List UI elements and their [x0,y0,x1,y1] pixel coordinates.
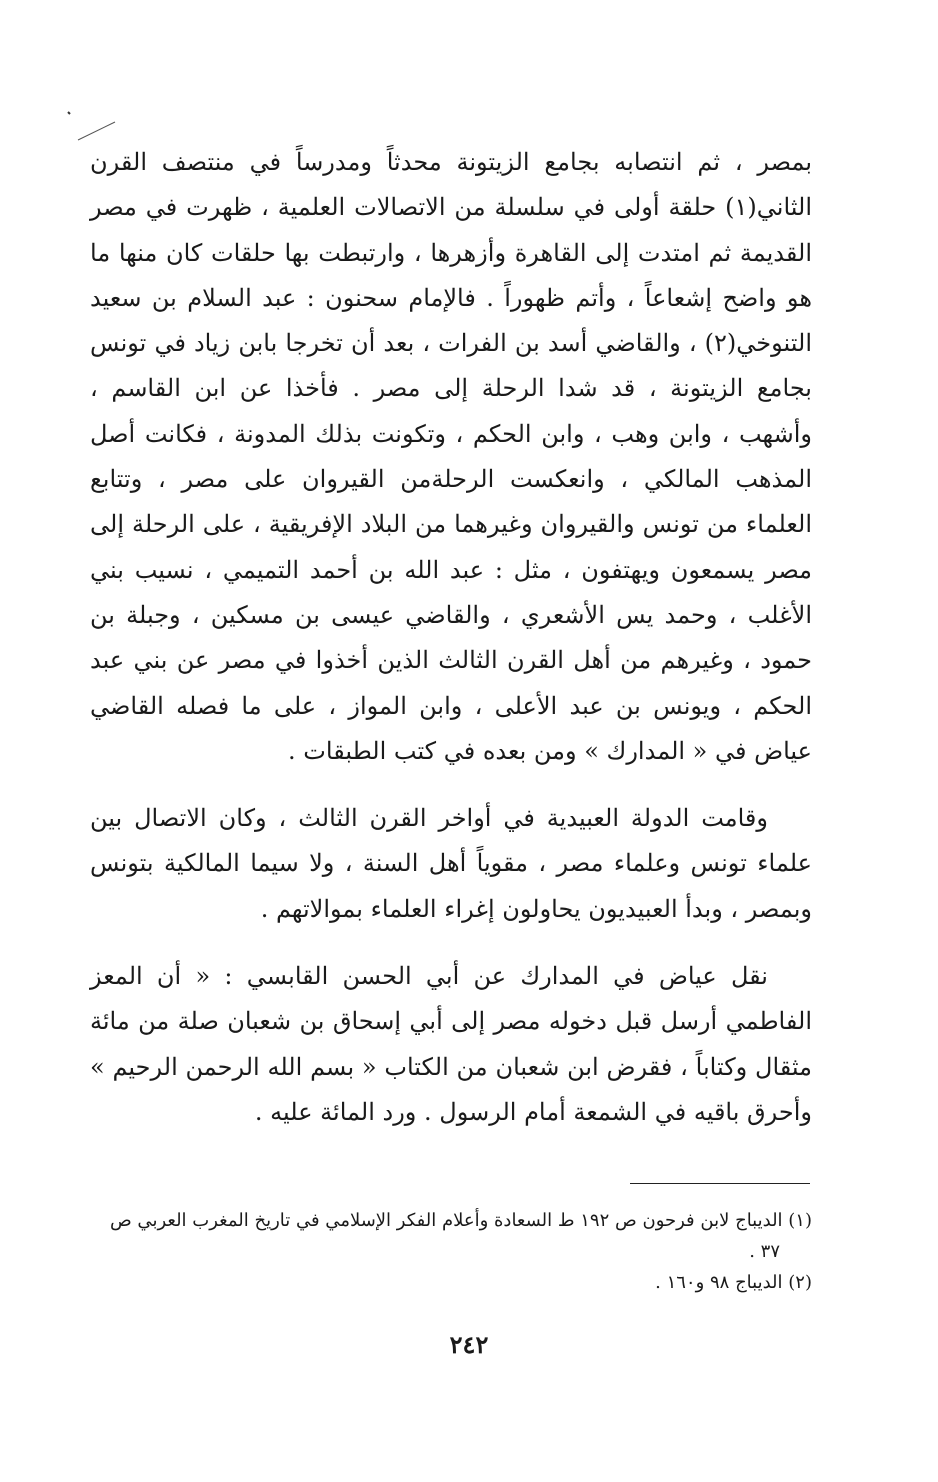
paragraph-1: بمصر ، ثم انتصابه بجامع الزيتونة محدثاً ومدرساً في منتصف القرن الثاني(١) حلقة أولى في سلسلة من الاتصالات العلمية ، ظهرت في مصر القديمة ثم امتدت إلى القاهرة وأزهرها ، وارتبطت بها حلقات كان منها ما هو واضح إشعاعاً ، وأتم ظهوراً . فالإمام سحنون : عبد السلام بن سعيد التنوخي(٢) ، والقاضي أسد بن الفرات ، بعد أن تخرجا بابن زياد في تونس بجامع الزيتونة ، قد شدا الرحلة إلى مصر . فأخذا عن ابن القاسم ، وأشهب ، وابن وهب ، وابن الحكم ، وتكونت بذلك المدونة ، فكانت أصل المذهب المالكي ، وانعكست الرحلةمن القيروان على مصر ، وتتابع العلماء من تونس والقيروان وغيرهما من البلاد الإفريقية ، على الرحلة إلى مصر يسمعون ويهتفون ، مثل : عبد الله بن أحمد التميمي ، نسيب بني الأغلب ، وحمد يس الأشعري ، والقاضي عيسى بن مسكين ، وجبلة بن حمود ، وغيرهم من أهل القرن الثالث الذين أخذوا في مصر عن بني عبد الحكم ، ويونس بن عبد الأعلى ، وابن المواز ، على ما فصله القاضي عياض في « المدارك » ومن بعده في كتب الطبقات . [90,148,812,765]
paragraph-3: نقل عياض في المدارك عن أبي الحسن القابسي : « أن المعز الفاطمي أرسل قبل دخوله مصر إلى أبي إسحاق بن شعبان صلة من مائة مثقال وكتاباً ، فقرض ابن شعبان من الكتاب « بسم الله الرحمن الرحيم » وأحرق باقيه في الشمعة أمام الرسول . ورد المائة عليه . [90,962,812,1126]
footnote-separator [630,1183,810,1184]
footnote-1: (١) الديباج لابن فرحون ص ١٩٢ ط السعادة وأعلام الفكر الإسلامي في تاريخ المغرب العربي ص ٣٧ . [109,1210,812,1262]
footnote-2: (٢) الديباج ٩٨ و١٦٠ . [655,1272,812,1293]
paragraph-2: وقامت الدولة العبيدية في أواخر القرن الثالث ، وكان الاتصال بين علماء تونس وعلماء مصر ، مقوياً أهل السنة ، ولا سيما المالكية بتونس وبمصر ، وبدأ العبيديون يحاولون إغراء العلماء بموالاتهم . [90,804,812,923]
page-number: ٢٤٢ [449,1330,489,1359]
body-text [90,140,812,1135]
footnotes [90,1205,812,1298]
